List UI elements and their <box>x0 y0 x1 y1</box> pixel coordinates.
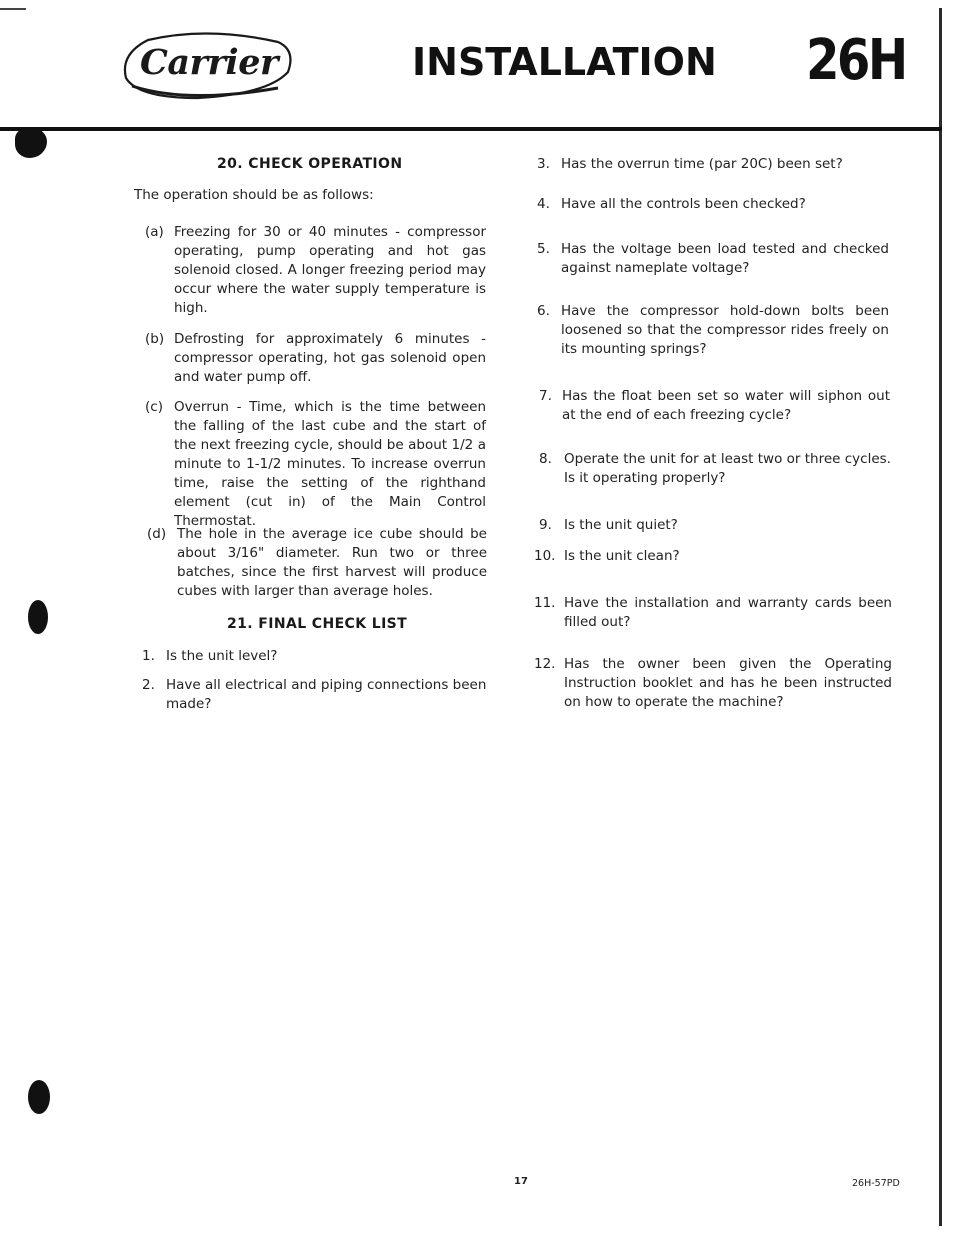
binding-hole-mark <box>15 128 47 158</box>
header-rule <box>0 127 942 131</box>
item-text: Is the unit quiet? <box>564 517 678 533</box>
item-marker: (d) <box>147 526 167 542</box>
item-number: 11. <box>534 595 556 611</box>
section-21-heading: 21. FINAL CHECK LIST <box>227 616 408 632</box>
item-text: Has the overrun time (par 20C) been set? <box>561 156 843 172</box>
item-number: 10. <box>534 548 556 564</box>
section-20-intro: The operation should be as follows: <box>134 187 374 203</box>
item-text: Operate the unit for at least two or three cycles. Is it operating properly? <box>564 451 891 486</box>
item-number: 4. <box>537 196 550 212</box>
item-text: Have the compressor hold-down bolts been loosened so that the compressor rides freely on its mounting springs? <box>561 303 889 357</box>
item-text: Have all electrical and piping connections been made? <box>166 677 487 712</box>
item-number: 1. <box>142 648 155 664</box>
item-text: Has the float been set so water will siphon out at the end of each freezing cycle? <box>562 388 890 423</box>
item-text: The hole in the average ice cube should be about 3/16" diameter. Run two or three batches, since the first harvest will produce cubes with larger than average holes. <box>177 526 487 599</box>
item-number: 2. <box>142 677 155 693</box>
item-number: 8. <box>539 451 552 467</box>
item-number: 9. <box>539 517 552 533</box>
binding-hole-mark <box>28 1080 50 1114</box>
item-number: 6. <box>537 303 550 319</box>
item-number: 3. <box>537 156 550 172</box>
carrier-logo <box>118 28 304 104</box>
item-text: Freezing for 30 or 40 minutes - compressor operating, pump operating and hot gas solenoid closed. A longer freezing period may occur where the water supply temperature is high. <box>174 224 486 316</box>
item-marker: (a) <box>145 224 164 240</box>
document-code: 26H-57PD <box>852 1178 900 1189</box>
item-text: Overrun - Time, which is the time between the falling of the last cube and the start of the next freezing cycle, should be about 1/2 a minute to 1-1/2 minutes. To increase overrun time, raise the setting of the righthand element (cut in) of the Main Control Thermostat. <box>174 399 486 529</box>
section-20-heading: 20. CHECK OPERATION <box>217 156 403 172</box>
model-number: 26H <box>806 28 906 93</box>
item-text: Have the installation and warranty cards been filled out? <box>564 595 892 630</box>
item-text: Have all the controls been checked? <box>561 196 806 212</box>
item-marker: (b) <box>145 331 165 347</box>
item-text: Is the unit clean? <box>564 548 680 564</box>
item-number: 5. <box>537 241 550 257</box>
item-text: Defrosting for approximately 6 minutes - compressor operating, hot gas solenoid open and water pump off. <box>174 331 486 385</box>
page-title: INSTALLATION <box>412 40 717 84</box>
item-text: Has the owner been given the Operating Instruction booklet and has he been instructed on how to operate the machine? <box>564 656 892 710</box>
corner-mark <box>0 8 26 10</box>
right-margin-rule <box>939 8 942 1226</box>
item-text: Is the unit level? <box>166 648 278 664</box>
item-marker: (c) <box>145 399 163 415</box>
item-number: 7. <box>539 388 552 404</box>
binding-hole-mark <box>28 600 48 634</box>
item-number: 12. <box>534 656 556 672</box>
logo-wordmark: Carrier <box>140 42 278 83</box>
item-text: Has the voltage been load tested and checked against nameplate voltage? <box>561 241 889 276</box>
page-number: 17 <box>514 1176 528 1187</box>
